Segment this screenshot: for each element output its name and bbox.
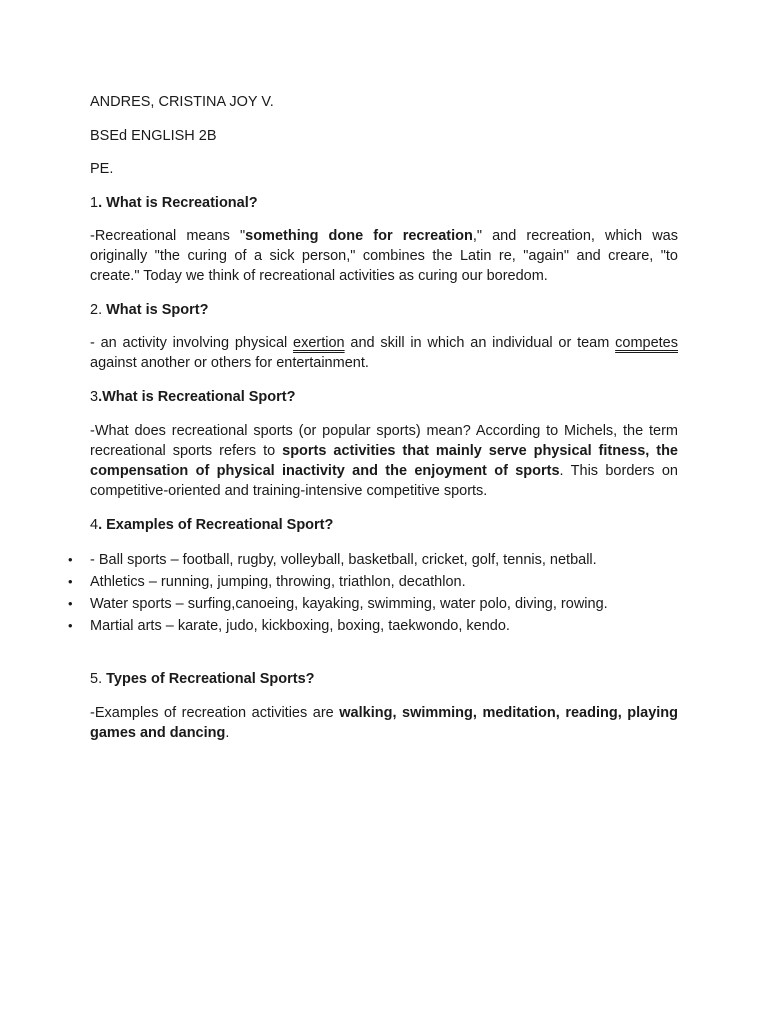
bullet-icon: •	[68, 618, 73, 633]
question-5-number: 5.	[90, 671, 107, 687]
question-2-heading	[90, 300, 678, 320]
answer-2-pre: - an activity involving physical	[90, 335, 294, 351]
bullet-icon: •	[68, 574, 73, 589]
answer-3-paragraph	[90, 421, 678, 501]
answer-1-post: ," and recreation, which was originally "the curing of a sick person," combines the Latin re, "again" and creare, "to create." Today we think of recreational activities as curing our boredom.	[90, 228, 678, 284]
exertion-link[interactable]: exertion	[293, 335, 345, 351]
question-1-heading	[90, 193, 678, 213]
list-item	[0, 615, 768, 637]
list-item	[0, 593, 768, 615]
subject-label: PE.	[90, 161, 114, 177]
bullet-icon: •	[68, 552, 73, 567]
question-2-text: What is Sport?	[106, 302, 209, 318]
question-4-text: . Examples of Recreational Sport?	[98, 517, 334, 533]
question-3-heading	[90, 387, 678, 407]
question-1-text: . What is Recreational?	[98, 195, 258, 211]
competes-link[interactable]: competes	[615, 335, 678, 351]
question-1-number: 1	[90, 195, 99, 211]
question-3-number: 3	[90, 389, 99, 405]
question-4-number: 4	[90, 517, 99, 533]
answer-1-bold: something done for recreation	[245, 228, 473, 244]
question-4-heading	[90, 515, 678, 535]
answer-5-bold: walking, swimming, meditation, reading, playing games and dancing	[90, 705, 679, 741]
list-item	[0, 571, 768, 593]
question-5-text: Types of Recreational Sports?	[106, 671, 315, 687]
student-name: ANDRES, CRISTINA JOY V.	[90, 94, 274, 110]
list-item-text: Water sports – surfing,canoeing, kayaking, swimming, water polo, diving, rowing.	[90, 596, 608, 612]
course-section: BSEd ENGLISH 2B	[90, 128, 217, 144]
answer-1-pre: -Recreational means "	[90, 228, 246, 244]
question-5-heading	[90, 669, 678, 689]
list-item	[0, 549, 768, 571]
question-2-number: 2.	[90, 302, 107, 318]
list-item-text: Martial arts – karate, judo, kickboxing, boxing, taekwondo, kendo.	[90, 618, 510, 634]
question-3-text: .What is Recreational Sport?	[98, 389, 296, 405]
answer-2-mid: and skill in which an individual or team	[344, 335, 616, 351]
bullet-icon: •	[68, 596, 73, 611]
answer-3-bold: sports activities that mainly serve physical fitness, the compensation of physical inactivity and the enjoyment of sports	[90, 443, 678, 479]
list-item-text: - Ball sports – football, rugby, volleyball, basketball, cricket, golf, tennis, netball.	[90, 552, 597, 568]
answer-3-pre: -What does recreational sports (or popular sports) mean? According to Michels, the term recreational sports refers to	[90, 423, 678, 459]
answer-5-paragraph	[90, 703, 678, 743]
answer-2-post: against another or others for entertainment.	[90, 355, 369, 371]
list-item-text: Athletics – running, jumping, throwing, triathlon, decathlon.	[90, 574, 466, 590]
answer-5-pre: -Examples of recreation activities are	[90, 705, 340, 721]
examples-list	[0, 549, 768, 637]
answer-1-paragraph	[90, 226, 678, 286]
answer-3-post: . This borders on competitive-oriented and training-intensive competitive sports.	[90, 463, 678, 499]
answer-5-post: .	[225, 725, 230, 741]
answer-2-paragraph	[90, 333, 678, 373]
